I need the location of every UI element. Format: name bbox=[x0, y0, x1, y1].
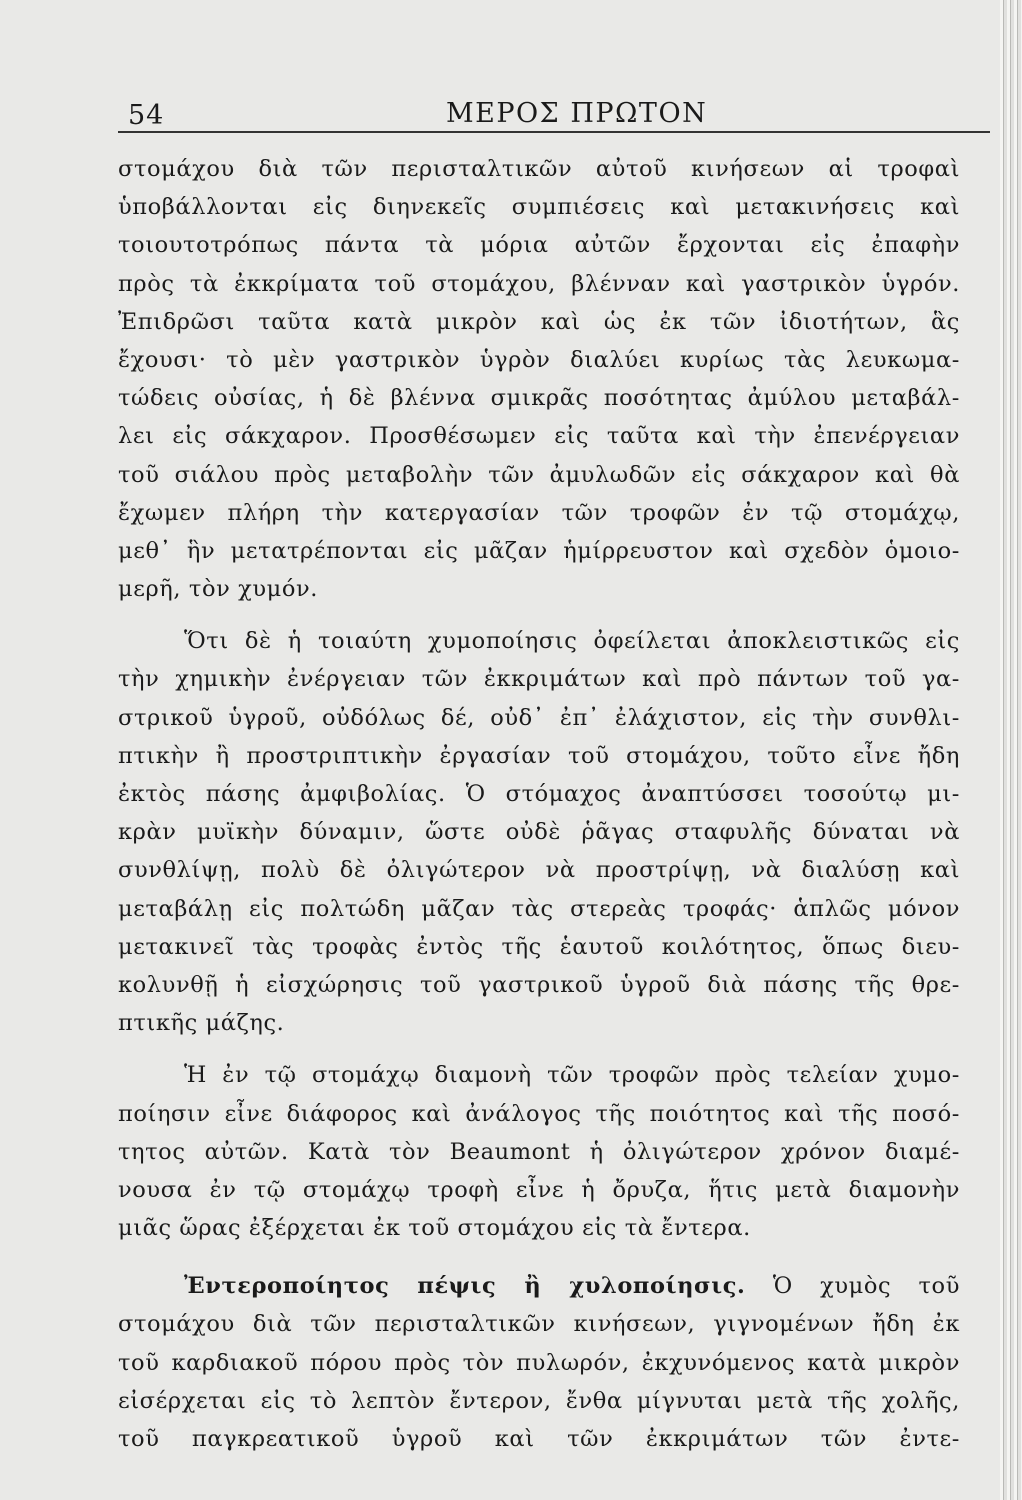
text-line: Ἐπιδρῶσι ταῦτα κατὰ μικρὸν καὶ ὡς ἐκ τῶν ἰδιοτήτων, ἃς bbox=[118, 308, 960, 335]
text-line: τὴν χημικὴν ἐνέργειαν τῶν ἐκκριμάτων καὶ πρὸ πάντων τοῦ γα- bbox=[118, 666, 960, 693]
text-line: κολυνθῇ ἡ εἰσχώρησις τοῦ γαστρικοῦ ὑγροῦ διὰ πάσης τῆς θρε- bbox=[118, 971, 960, 998]
paragraph-gap bbox=[118, 608, 960, 622]
text-line: τώδεις οὐσίας, ἡ δὲ βλέννα σμικρᾶς ποσότητας ἀμύλου μεταβάλ- bbox=[118, 385, 960, 412]
text-line: μερῆ, τὸν χυμόν. bbox=[118, 576, 319, 603]
paragraph bbox=[118, 622, 960, 1042]
text-line: Ἡ ἐν τῷ στομάχῳ διαμονὴ τῶν τροφῶν πρὸς τελείαν χυμο- bbox=[184, 1062, 960, 1089]
text-line: τοῦ σιάλου πρὸς μεταβολὴν τῶν ἀμυλωδῶν εἰς σάκχαρον καὶ θὰ bbox=[118, 461, 960, 488]
paragraph bbox=[118, 1056, 960, 1247]
text-line: τοῦ παγκρεατικοῦ ὑγροῦ καὶ τῶν ἐκκριμάτων τῶν ἐντε- bbox=[118, 1426, 960, 1452]
paragraph bbox=[118, 150, 960, 608]
body-text bbox=[118, 150, 960, 1458]
page-header bbox=[128, 98, 990, 134]
text-line: τητος αὐτῶν. Κατὰ τὸν Beaumont ἡ ὀλιγώτερον χρόνον διαμέ- bbox=[118, 1138, 960, 1165]
page-edge bbox=[1000, 0, 1022, 1500]
text-line: ἔχουσι· τὸ μὲν γαστρικὸν ὑγρὸν διαλύει κυρίως τὰς λευκωμα- bbox=[118, 346, 960, 373]
text-line: μετακινεῖ τὰς τροφὰς ἐντὸς τῆς ἑαυτοῦ κοιλότητος, ὅπως διευ- bbox=[118, 933, 960, 960]
text-line: μιᾶς ὥρας ἐξέρχεται ἐκ τοῦ στομάχου εἰς τὰ ἔντερα. bbox=[118, 1215, 751, 1242]
page-number: 54 bbox=[128, 100, 165, 131]
text-line: κρὰν μυϊκὴν δύναμιν, ὥστε οὐδὲ ῥᾶγας σταφυλῆς δύναται νὰ bbox=[118, 819, 960, 846]
text-line: λει εἰς σάκχαρον. Προσθέσωμεν εἰς ταῦτα καὶ τὴν ἐπενέργειαν bbox=[118, 423, 960, 450]
text-line: στομάχου διὰ τῶν περισταλτικῶν αὐτοῦ κινήσεων αἱ τροφαὶ bbox=[118, 156, 960, 182]
text-line: πτικὴν ἢ προστριπτικὴν ἐργασίαν τοῦ στομάχου, τοῦτο εἶνε ἤδη bbox=[118, 742, 960, 769]
text-line: εἰσέρχεται εἰς τὸ λεπτὸν ἔντερον, ἔνθα μίγνυται μετὰ τῆς χολῆς, bbox=[118, 1387, 960, 1414]
text-line: Ὅτι δὲ ἡ τοιαύτη χυμοποίησις ὀφείλεται ἀποκλειστικῶς εἰς bbox=[184, 628, 960, 655]
running-title: ΜΕΡΟΣ ΠΡΩΤΟΝ bbox=[446, 98, 708, 129]
paragraph-gap bbox=[118, 1247, 960, 1267]
text-line: μεταβάλῃ εἰς πολτώδη μᾶζαν τὰς στερεὰς τροφάς· ἁπλῶς μόνον bbox=[118, 895, 960, 922]
text-line: πτικῆς μάζης. bbox=[118, 1010, 285, 1037]
text-line: μεθ᾽ ἣν μετατρέπονται εἰς μᾶζαν ἡμίρρευστον καὶ σχεδὸν ὁμοιο- bbox=[118, 537, 960, 564]
section bbox=[118, 1267, 960, 1458]
text-line: στρικοῦ ὑγροῦ, οὐδόλως δέ, οὐδ᾽ ἐπ᾽ ἐλάχιστον, εἰς τὴν συνθλι- bbox=[118, 704, 960, 731]
paragraph-gap bbox=[118, 1042, 960, 1056]
text-line: τοῦ καρδιακοῦ πόρου πρὸς τὸν πυλωρόν, ἐκχυνόμενος κατὰ μικρὸν bbox=[118, 1349, 960, 1376]
text-line: πρὸς τὰ ἐκκρίματα τοῦ στομάχου, βλένναν καὶ γαστρικὸν ὑγρόν. bbox=[118, 270, 960, 297]
header-rule bbox=[118, 131, 990, 133]
text-line: ἐκτὸς πάσης ἀμφιβολίας. Ὁ στόμαχος ἀναπτύσσει τοσούτῳ μι- bbox=[118, 781, 960, 807]
text-line: συνθλίψῃ, πολὺ δὲ ὀλιγώτερον νὰ προστρίψῃ, νὰ διαλύσῃ καὶ bbox=[118, 857, 960, 884]
section-heading: Ἐντεροποίητος πέψις ἢ χυλοποίησις. bbox=[184, 1273, 746, 1300]
text-line: ἔχωμεν πλήρη τὴν κατεργασίαν τῶν τροφῶν ἐν τῷ στομάχῳ, bbox=[118, 499, 960, 526]
text-line bbox=[118, 1267, 960, 1305]
text-run: Ὁ χυμὸς τοῦ bbox=[772, 1273, 960, 1300]
text-line: στομάχου διὰ τῶν περισταλτικῶν κινήσεων, γιγνομένων ἤδη ἐκ bbox=[118, 1311, 960, 1338]
text-line: τοιουτοτρόπως πάντα τὰ μόρια αὐτῶν ἔρχονται εἰς ἐπαφὴν bbox=[118, 232, 960, 259]
text-line: ποίησιν εἶνε διάφορος καὶ ἀνάλογος τῆς ποιότητος καὶ τῆς ποσό- bbox=[118, 1100, 960, 1127]
text-line: νουσα ἐν τῷ στομάχῳ τροφὴ εἶνε ἡ ὄρυζα, ἥτις μετὰ διαμονὴν bbox=[118, 1176, 960, 1203]
text-line: ὑποβάλλονται εἰς διηνεκεῖς συμπιέσεις καὶ μετακινήσεις καὶ bbox=[118, 194, 960, 221]
